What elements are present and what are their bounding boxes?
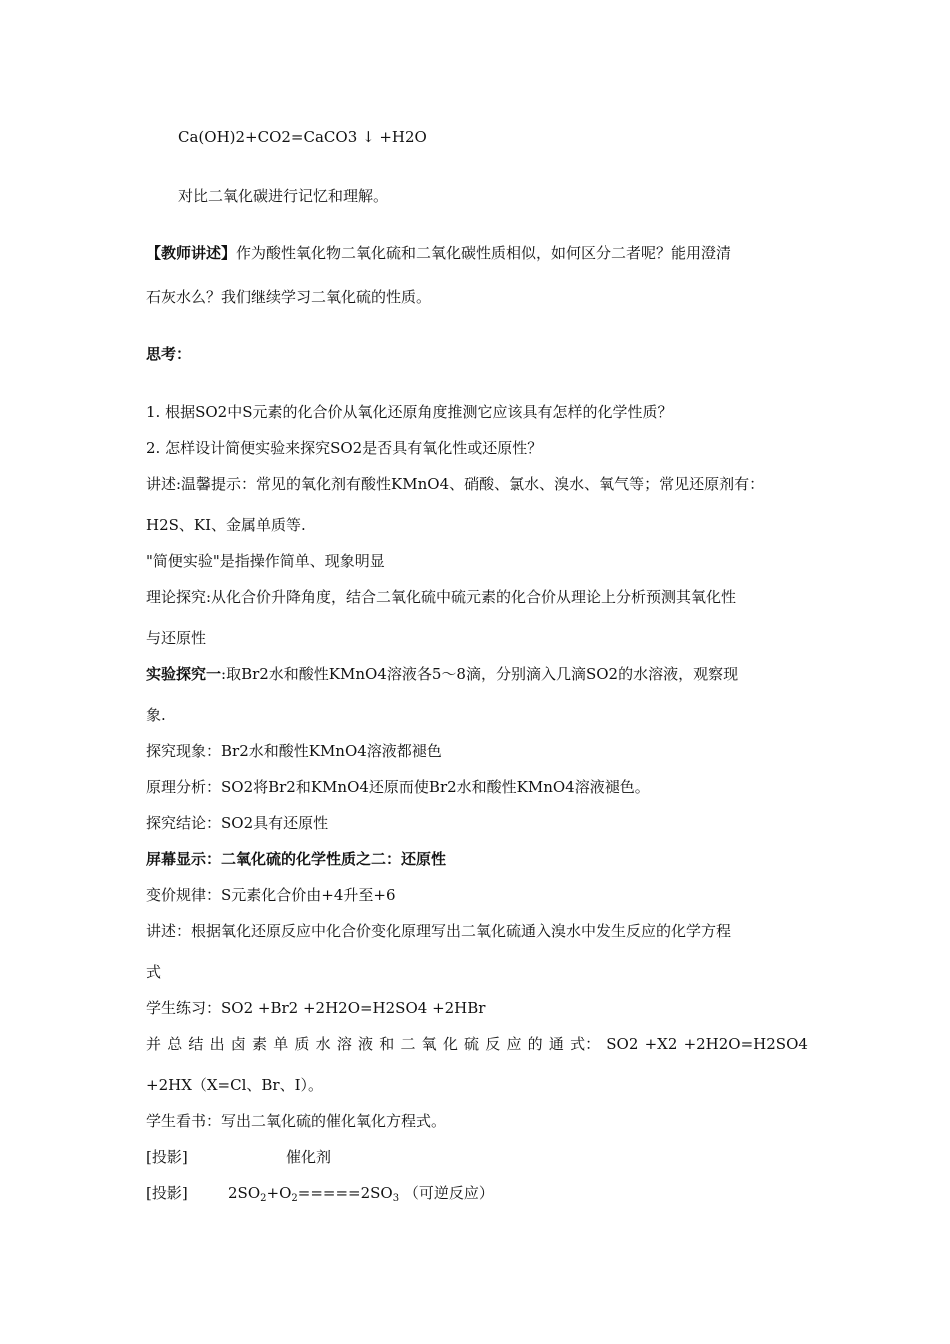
- char: 素: [252, 1035, 268, 1053]
- text-line: 探究现象：Br2水和酸性KMnO4溶液都褪色: [146, 742, 442, 760]
- char: 硫: [464, 1035, 480, 1053]
- text-line: "简便实验"是指操作简单、现象明显: [146, 552, 385, 570]
- char: 出: [209, 1035, 225, 1053]
- text-line: 原理分析：SO2将Br2和KMnO4还原而使Br2水和酸性KMnO4溶液褪色。: [146, 778, 650, 796]
- experiment-one: [146, 664, 738, 684]
- subscript: 2: [260, 1193, 267, 1204]
- text-line: 式: [146, 963, 162, 981]
- equation-so3: [228, 1183, 494, 1203]
- screen-display-heading: 屏幕显示：二氧化硫的化学性质之二：还原性: [146, 850, 447, 868]
- projection-line-1: [146, 1147, 332, 1167]
- char: 卤: [230, 1035, 246, 1053]
- text-line: 讲述:温馨提示：常见的氧化剂有酸性KMnO4、硝酸、氯水、溴水、氧气等；常见还原剂有：: [146, 475, 765, 493]
- formula-part: =====2SO: [297, 1184, 393, 1202]
- section-heading: 【教师讲述】: [146, 244, 237, 262]
- projection-label: [投影]: [146, 1148, 188, 1166]
- reversible-note: （可逆反应）: [403, 1184, 494, 1202]
- subscript: 2: [291, 1193, 298, 1204]
- text-line: 石灰水么？我们继续学习二氧化硫的性质。: [146, 288, 432, 306]
- text-line: 讲述：根据氧化还原反应中化合价变化原理写出二氧化硫通入溴水中发生反应的化学方程: [146, 922, 732, 940]
- text-line: +2HX（X=Cl、Br、I）。: [146, 1076, 324, 1094]
- formula-part: +O: [266, 1184, 292, 1202]
- char: 并: [146, 1035, 162, 1053]
- formula-part: SO2: [606, 1035, 639, 1053]
- formula-part: +X2: [644, 1035, 678, 1053]
- char: 水: [315, 1035, 331, 1053]
- text-line: H2S、KI、金属单质等.: [146, 516, 306, 534]
- text-line: 探究结论：SO2具有还原性: [146, 814, 329, 832]
- section-heading: 实验探究一: [146, 665, 222, 683]
- text-line: 象.: [146, 706, 166, 724]
- formula-part: +2H2O=H2SO4: [683, 1035, 808, 1053]
- equation-caco3: Ca(OH)2+CO2=CaCO3 ↓ +H2O: [178, 128, 427, 146]
- formula-part: 2SO: [228, 1184, 261, 1202]
- char: 式：: [570, 1035, 601, 1053]
- char: 通: [548, 1035, 564, 1053]
- char: 结: [188, 1035, 204, 1053]
- char: 的: [527, 1035, 543, 1053]
- char: 和: [379, 1035, 395, 1053]
- text-line: 与还原性: [146, 629, 207, 647]
- catalyst-label: 催化剂: [286, 1148, 332, 1166]
- text-line: 理论探究:从化合价升降角度，结合二氧化硫中硫元素的化合价从理论上分析预测其氧化性: [146, 588, 737, 606]
- char: 反: [485, 1035, 501, 1053]
- think-heading: 思考：: [146, 345, 192, 363]
- teacher-lecture: [146, 243, 731, 263]
- char: 氧: [421, 1035, 437, 1053]
- char: 应: [506, 1035, 522, 1053]
- char: 液: [358, 1035, 374, 1053]
- student-practice: 学生练习：SO2 +Br2 +2H2O=H2SO4 +2HBr: [146, 999, 486, 1017]
- text-line: 学生看书：写出二氧化硫的催化氧化方程式。: [146, 1112, 447, 1130]
- subscript: 3: [392, 1193, 400, 1204]
- char: 化: [442, 1035, 458, 1053]
- general-formula-line: [146, 1034, 808, 1054]
- projection-label: [投影]: [146, 1184, 188, 1202]
- char: 溶: [336, 1035, 352, 1053]
- text-line: 变价规律：S元素化合价由+4升至+6: [146, 886, 396, 904]
- char: 单: [273, 1035, 289, 1053]
- question-2: 2. 怎样设计简便实验来探究SO2是否具有氧化性或还原性？: [146, 439, 543, 457]
- question-1: 1. 根据SO2中S元素的化合价从氧化还原角度推测它应该具有怎样的化学性质？: [146, 403, 673, 421]
- char: 质: [294, 1035, 310, 1053]
- char: 总: [167, 1035, 183, 1053]
- text-span: 作为酸性氧化物二氧化硫和二氧化碳性质相似，如何区分二者呢？能用澄清: [236, 244, 732, 262]
- char: 二: [400, 1035, 416, 1053]
- text-span: :取Br2水和酸性KMnO4溶液各5～8滴，分别滴入几滴SO2的水溶液，观察现: [221, 665, 739, 683]
- projection-line-2: [146, 1183, 494, 1204]
- text-line: 对比二氧化碳进行记忆和理解。: [178, 187, 389, 205]
